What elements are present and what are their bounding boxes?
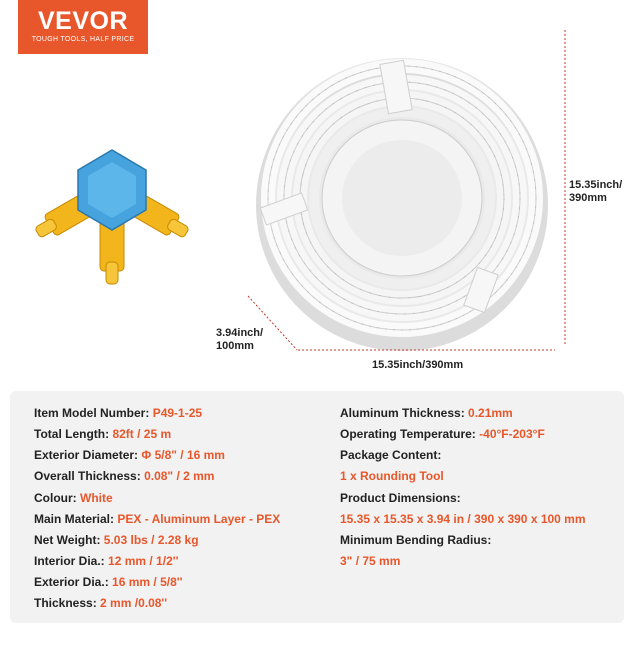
spec-colour: Colour: White <box>34 491 113 505</box>
spec-interior-dia: Interior Dia.: 12 mm / 1/2'' <box>34 554 179 568</box>
rounding-tool-image <box>32 150 193 284</box>
spec-net-weight: Net Weight: 5.03 lbs / 2.28 kg <box>34 533 199 547</box>
spec-min-bending-radius-value: 3" / 75 mm <box>340 554 401 568</box>
height-label-line-1: 15.35inch/ <box>569 179 623 191</box>
spec-package-content-label: Package Content: <box>340 448 442 462</box>
spec-min-bending-radius-label: Minimum Bending Radius: <box>340 533 492 547</box>
depth-dimension-label <box>216 327 263 353</box>
spec-exterior-diameter: Exterior Diameter: Φ 5/8" / 16 mm <box>34 448 225 462</box>
spec-main-material: Main Material: PEX - Aluminum Layer - PEX <box>34 512 281 526</box>
spec-overall-thickness: Overall Thickness: 0.08" / 2 mm <box>34 469 215 483</box>
pex-pipe-coil-image <box>258 58 546 343</box>
spec-operating-temperature: Operating Temperature: -40°F-203°F <box>340 427 545 441</box>
spec-product-dimensions-value: 15.35 x 15.35 x 3.94 in / 390 x 390 x 100 mm <box>340 512 586 526</box>
brand-name: VEVOR <box>37 7 129 35</box>
height-label-line-2: 390mm <box>569 192 607 204</box>
spec-thickness: Thickness: 2 mm /0.08'' <box>34 596 168 610</box>
width-dimension-label: 15.35inch/390mm <box>372 359 464 371</box>
spec-total-length: Total Length: 82ft / 25 m <box>34 427 172 441</box>
spec-product-dimensions-label: Product Dimensions: <box>340 491 461 505</box>
spec-package-content-value: 1 x Rounding Tool <box>340 469 444 483</box>
spec-item-model-number: Item Model Number: P49-1-25 <box>34 406 203 420</box>
spec-exterior-dia: Exterior Dia.: 16 mm / 5/8'' <box>34 575 183 589</box>
depth-label-line-1: 3.94inch/ <box>216 327 264 339</box>
brand-tagline: TOUGH TOOLS, HALF PRICE <box>31 36 135 43</box>
specifications-panel <box>10 391 624 623</box>
spec-aluminum-thickness: Aluminum Thickness: 0.21mm <box>340 406 513 420</box>
height-dimension-label <box>569 179 622 205</box>
depth-label-line-2: 100mm <box>216 340 254 352</box>
